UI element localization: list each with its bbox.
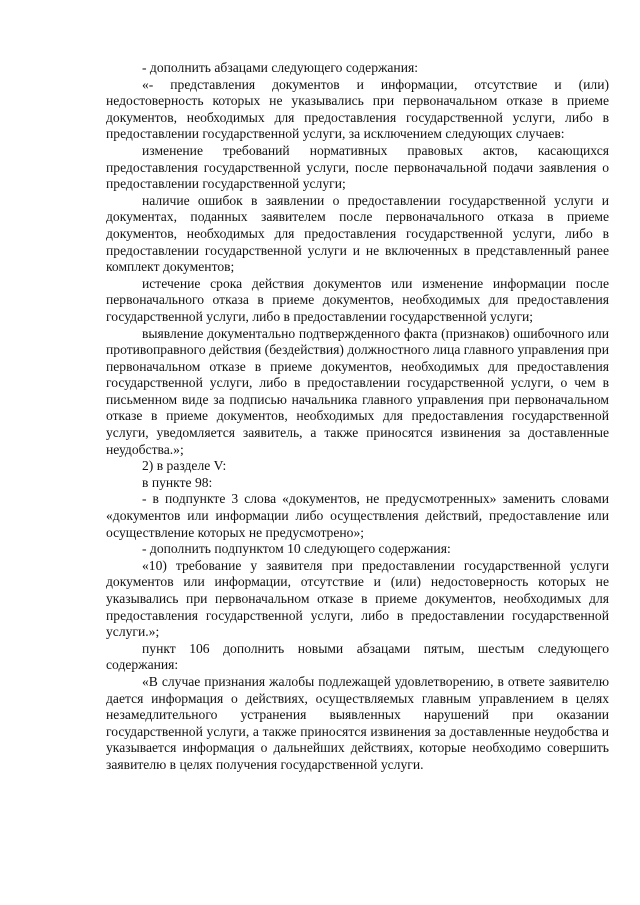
paragraph-point-106: пункт 106 дополнить новыми абзацами пятым, шестым следующего содержания: <box>106 640 609 673</box>
paragraph-subpoint-10-text: «10) требование у заявителя при предоставлении государственной услуги документов или информации, отсутствие и (или) недостоверность которых не указывались при первоначальном отказе в приеме документов, необходимых для предоставления государственной услуги, либо в предоставлении государственной услуги.»; <box>106 557 609 640</box>
paragraph-subpoint-3: - в подпункте 3 слова «документов, не предусмотренных» заменить словами «документов или информации либо осуществления действий, предоставление или осуществление которых не предусмотрено»; <box>106 491 609 540</box>
paragraph-representation: «- представления документов и информации, отсутствие и (или) недостоверность которых не указывались при первоначальном отказе в приеме документов, необходимых для предоставления государственной услуги, либо в предоставлении государственной услуги, за исключением следующих случаев: <box>106 76 609 142</box>
paragraph-case-expiry: истечение срока действия документов или изменение информации после первоначального отказа в приеме документов, необходимых для предоставления государственной услуги, либо в предоставлении государственной услуги; <box>106 275 609 324</box>
paragraph-intro: - дополнить абзацами следующего содержания: <box>142 60 419 75</box>
paragraph-add-subpoint-10: - дополнить подпунктом 10 следующего содержания: <box>142 541 451 557</box>
paragraph-case-misconduct: выявление документально подтвержденного факта (признаков) ошибочного или противоправного действия (бездействия) должностного лица главного управления при первоначальном отказе в приеме документов, необходимых для предоставления государственной услуги, либо в предоставлении государственной услуги, о чем в письменном виде за подписью начальника главного управления при первоначальном отказе в приеме документов, необходимых для предоставления государственной услуги, уведомляется заявитель, а также приносятся извинения за доставленные неудобства.»; <box>106 325 609 457</box>
document-page <box>106 60 609 774</box>
paragraph-case-requirements-change: изменение требований нормативных правовых актов, касающихся предоставления государственной услуги, после первоначальной подачи заявления о предоставлении государственной услуги; <box>106 142 609 192</box>
paragraph-point-98: в пункте 98: <box>142 474 213 490</box>
paragraph-case-errors: наличие ошибок в заявлении о предоставлении государственной услуги и документах, поданных заявителем после первоначального отказа в приеме документов, необходимых для предоставления государственной услуги, либо в предоставлении государственной услуги и не включенных в представленный ранее комплект документов; <box>106 192 609 275</box>
paragraph-complaint-satisfied: «В случае признания жалобы подлежащей удовлетворению, в ответе заявителю дается информация о действиях, осуществляемых главным управлением в целях незамедлительного устранения выявленных нарушений при оказании государственной услуги, а также приносятся извинения за доставленные неудобства и указывается информация о дальнейших действиях, которые необходимо совершить заявителю в целях получения государственной услуги. <box>106 673 609 772</box>
paragraph-section-v: 2) в разделе V: <box>142 458 227 474</box>
